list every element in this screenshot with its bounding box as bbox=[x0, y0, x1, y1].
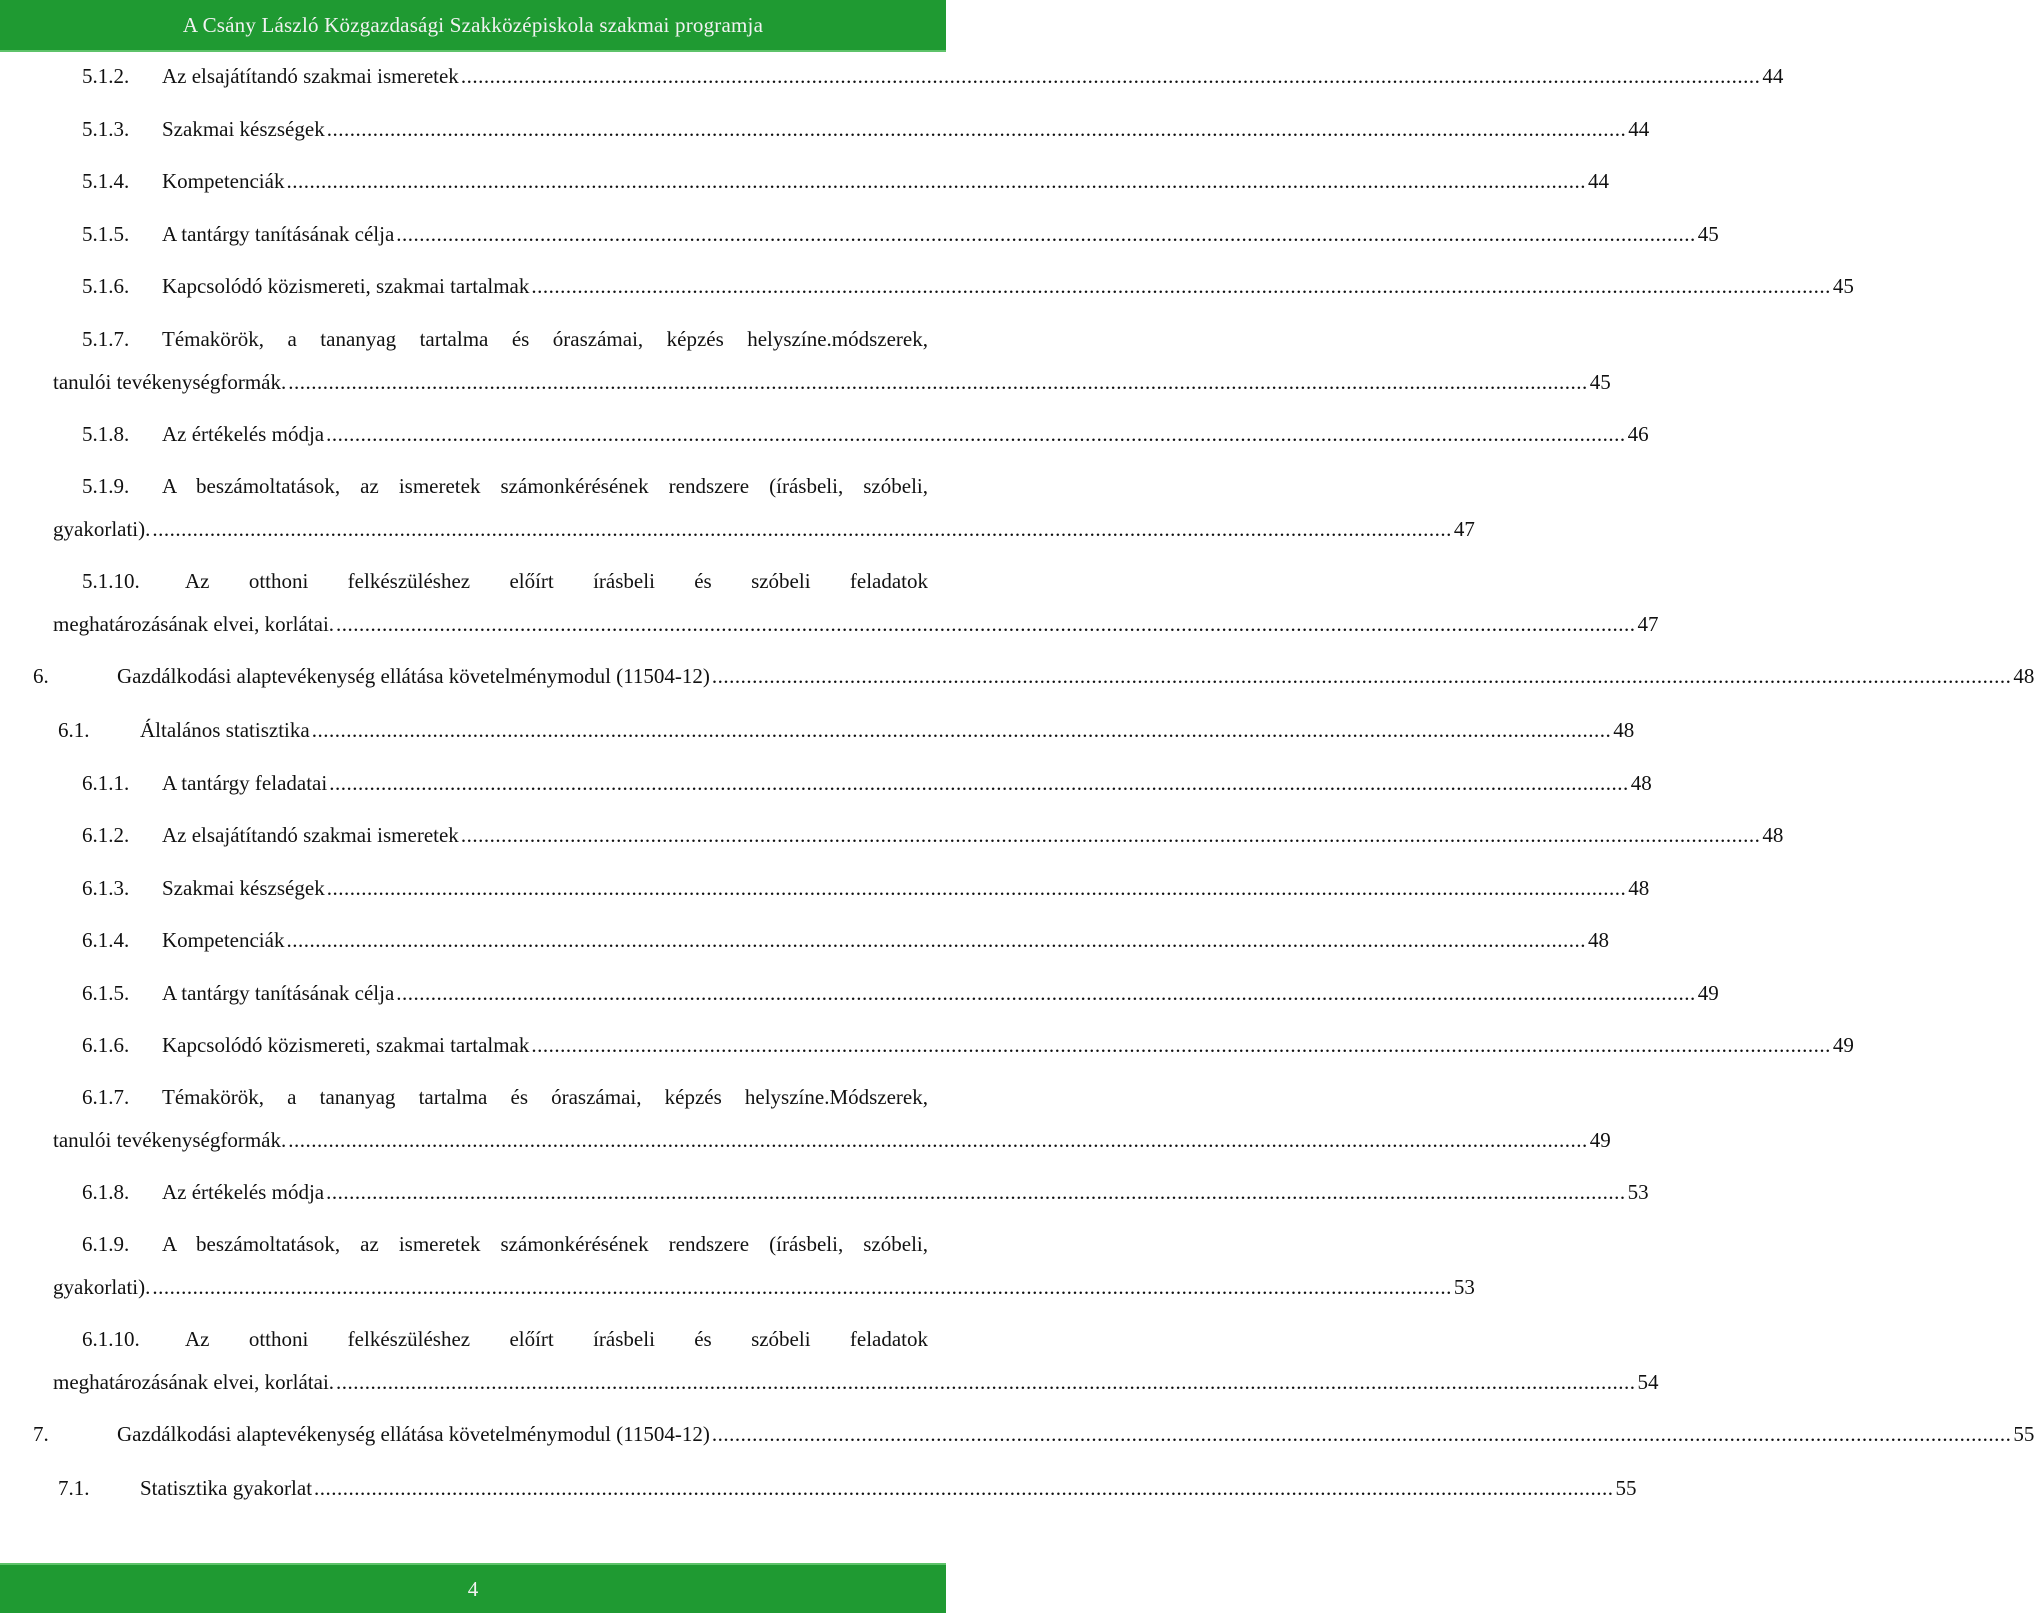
toc-entry-page: 45 bbox=[1832, 274, 1854, 298]
toc-entry-title: Az elsajátítandó szakmai ismeretek bbox=[162, 823, 459, 847]
toc-entry-page: 53 bbox=[1627, 1180, 1649, 1204]
toc-entry-line bbox=[53, 1273, 1475, 1301]
toc-entry-line bbox=[162, 272, 1854, 300]
toc-entry-title: Témakörök, a tananyag tartalma és óraszámai, képzés helyszíne.módszerek, bbox=[162, 327, 928, 351]
toc-entry-number: 5.1.2. bbox=[82, 64, 130, 88]
toc-entry-title: Szakmai készségek bbox=[162, 117, 325, 141]
toc-dot-leader bbox=[327, 115, 1627, 143]
toc-entry-title-word: írásbeli bbox=[593, 569, 655, 593]
toc-entry-number: 7. bbox=[33, 1422, 49, 1446]
toc-entry-page: 44 bbox=[1587, 169, 1609, 193]
toc-entry-number: 5.1.4. bbox=[82, 169, 130, 193]
toc-entry-number: 5.1.10. bbox=[82, 569, 140, 593]
toc-entry-title-word: Az bbox=[185, 569, 210, 593]
toc-entry-title-word: szóbeli bbox=[751, 569, 811, 593]
toc-entry-title: Statisztika gyakorlat bbox=[140, 1476, 313, 1500]
toc-dot-leader bbox=[286, 167, 1586, 195]
toc-entry-line bbox=[162, 821, 1784, 849]
toc-entry-page: 49 bbox=[1832, 1033, 1854, 1057]
toc-entry-title: Szakmai készségek bbox=[162, 876, 325, 900]
toc-entry-page: 55 bbox=[2013, 1422, 2034, 1446]
toc-entry-title-word: és bbox=[694, 1327, 712, 1351]
toc-dot-leader bbox=[461, 821, 1761, 849]
toc-entry-line bbox=[117, 1420, 2034, 1448]
toc-entry-title: A tantárgy tanításának célja bbox=[162, 981, 395, 1005]
toc-entry-page: 47 bbox=[1637, 612, 1659, 636]
page-header bbox=[0, 0, 946, 52]
toc-entry-title-continued: tanulói tevékenységformák. bbox=[53, 1128, 287, 1152]
toc-dot-leader bbox=[312, 716, 1612, 744]
toc-entry-title-word: felkészüléshez bbox=[347, 1327, 471, 1351]
toc-entry-title-line1 bbox=[162, 1083, 928, 1111]
toc-entry-page: 48 bbox=[1630, 771, 1652, 795]
toc-entry-line bbox=[162, 769, 1652, 797]
toc-entry-title: Kapcsolódó közismereti, szakmai tartalmak bbox=[162, 1033, 530, 1057]
toc-dot-leader bbox=[326, 1178, 1626, 1206]
toc-dot-leader bbox=[336, 610, 1636, 638]
toc-entry-title-word: otthoni bbox=[248, 569, 309, 593]
toc-entry-page: 55 bbox=[1615, 1476, 1637, 1500]
toc-entry-line bbox=[117, 662, 2034, 690]
toc-dot-leader bbox=[288, 368, 1588, 396]
page-number: 4 bbox=[467, 1576, 479, 1601]
toc-entry-page: 45 bbox=[1697, 222, 1719, 246]
toc-entry-number: 5.1.5. bbox=[82, 222, 130, 246]
toc-entry-line bbox=[53, 515, 1475, 543]
toc-entry-title-word: és bbox=[694, 569, 712, 593]
toc-entry-number: 5.1.8. bbox=[82, 422, 130, 446]
toc-entry-title-word: előírt bbox=[509, 1327, 554, 1351]
toc-entry-number: 5.1.3. bbox=[82, 117, 130, 141]
toc-dot-leader bbox=[327, 874, 1627, 902]
toc-entry-number: 6.1. bbox=[58, 718, 90, 742]
toc-entry-page: 46 bbox=[1627, 422, 1649, 446]
toc-entry-page: 48 bbox=[2013, 664, 2034, 688]
toc-entry-page: 45 bbox=[1589, 370, 1611, 394]
toc-entry-title: A beszámoltatások, az ismeretek számonkérésének rendszere (írásbeli, szóbeli, bbox=[162, 1232, 928, 1256]
toc-entry-line bbox=[53, 1368, 1659, 1396]
toc-entry-number: 5.1.7. bbox=[82, 327, 130, 351]
toc-entry-title-word: Az bbox=[185, 1327, 210, 1351]
toc-entry-title-line1 bbox=[162, 1230, 928, 1258]
toc-entry-title-word: feladatok bbox=[849, 569, 928, 593]
toc-entry-number: 6. bbox=[33, 664, 49, 688]
toc-entry-title: Az értékelés módja bbox=[162, 1180, 325, 1204]
toc-entry-title: Kompetenciák bbox=[162, 169, 285, 193]
toc-entry-title: Az értékelés módja bbox=[162, 422, 325, 446]
toc-entry-title-continued: tanulói tevékenységformák. bbox=[53, 370, 287, 394]
toc-entry-number: 5.1.6. bbox=[82, 274, 130, 298]
toc-entry-title: Gazdálkodási alaptevékenység ellátása követelménymodul (11504-12) bbox=[117, 664, 710, 688]
toc-entry-number: 7.1. bbox=[58, 1476, 90, 1500]
toc-entry-title-line1 bbox=[162, 472, 928, 500]
toc-entry-title: Kapcsolódó közismereti, szakmai tartalmak bbox=[162, 274, 530, 298]
toc-dot-leader bbox=[396, 220, 1696, 248]
toc-entry-number: 6.1.10. bbox=[82, 1327, 140, 1351]
toc-entry-title-word: felkészüléshez bbox=[347, 569, 471, 593]
toc-entry-title-word: feladatok bbox=[849, 1327, 928, 1351]
toc-entry-title-word: szóbeli bbox=[751, 1327, 811, 1351]
toc-entry-number: 6.1.5. bbox=[82, 981, 130, 1005]
toc-entry-line bbox=[162, 220, 1719, 248]
toc-entry-title: Kompetenciák bbox=[162, 928, 285, 952]
toc-entry-line bbox=[162, 167, 1609, 195]
page-footer bbox=[0, 1563, 946, 1613]
toc-dot-leader bbox=[531, 1031, 1831, 1059]
toc-entry-title-word: otthoni bbox=[248, 1327, 309, 1351]
toc-entry-line bbox=[162, 926, 1609, 954]
toc-entry-number: 5.1.9. bbox=[82, 474, 130, 498]
toc-entry-page: 48 bbox=[1762, 823, 1784, 847]
toc-entry-title: Gazdálkodási alaptevékenység ellátása követelménymodul (11504-12) bbox=[117, 1422, 710, 1446]
toc-entry-line bbox=[162, 979, 1719, 1007]
toc-dot-leader bbox=[326, 420, 1626, 448]
toc-dot-leader bbox=[152, 1273, 1452, 1301]
toc-entry-page: 44 bbox=[1762, 64, 1784, 88]
toc-entry-page: 49 bbox=[1697, 981, 1719, 1005]
toc-dot-leader bbox=[712, 662, 2012, 690]
toc-entry-number: 6.1.1. bbox=[82, 771, 130, 795]
toc-entry-number: 6.1.3. bbox=[82, 876, 130, 900]
toc-entry-title-continued: gyakorlati). bbox=[53, 1275, 151, 1299]
toc-entry-line bbox=[162, 115, 1650, 143]
toc-entry-page: 54 bbox=[1637, 1370, 1659, 1394]
toc-dot-leader bbox=[286, 926, 1586, 954]
toc-entry-title: A beszámoltatások, az ismeretek számonkérésének rendszere (írásbeli, szóbeli, bbox=[162, 474, 928, 498]
toc-dot-leader bbox=[336, 1368, 1636, 1396]
toc-entry-page: 53 bbox=[1453, 1275, 1475, 1299]
toc-entry-page: 49 bbox=[1589, 1128, 1611, 1152]
header-title: A Csány László Közgazdasági Szakközépiskola szakmai programja bbox=[182, 12, 764, 37]
toc-entry-line bbox=[140, 716, 1635, 744]
toc-entry-title-continued: meghatározásának elvei, korlátai. bbox=[53, 1370, 335, 1394]
toc-entry-line bbox=[53, 368, 1611, 396]
toc-dot-leader bbox=[329, 769, 1629, 797]
toc-entry-title-line1 bbox=[185, 567, 928, 595]
toc-entry-title-line1 bbox=[185, 1325, 928, 1353]
toc-entry-page: 44 bbox=[1628, 117, 1650, 141]
toc-dot-leader bbox=[461, 62, 1761, 90]
toc-entry-line bbox=[162, 62, 1784, 90]
toc-entry-page: 48 bbox=[1613, 718, 1635, 742]
toc-dot-leader bbox=[396, 979, 1696, 1007]
toc-entry-number: 6.1.6. bbox=[82, 1033, 130, 1057]
toc-entry-number: 6.1.8. bbox=[82, 1180, 130, 1204]
toc-entry-title-continued: gyakorlati). bbox=[53, 517, 151, 541]
toc-entry-number: 6.1.2. bbox=[82, 823, 130, 847]
toc-entry-title: Általános statisztika bbox=[140, 718, 310, 742]
toc-entry-number: 6.1.7. bbox=[82, 1085, 130, 1109]
toc-entry-title-word: írásbeli bbox=[593, 1327, 655, 1351]
toc-entry-title: Témakörök, a tananyag tartalma és óraszámai, képzés helyszíne.Módszerek, bbox=[162, 1085, 928, 1109]
toc-entry-line bbox=[162, 874, 1650, 902]
toc-dot-leader bbox=[531, 272, 1831, 300]
toc-dot-leader bbox=[712, 1420, 2012, 1448]
toc-entry-page: 48 bbox=[1587, 928, 1609, 952]
toc-dot-leader bbox=[152, 515, 1452, 543]
toc-entry-title-word: előírt bbox=[509, 569, 554, 593]
toc-dot-leader bbox=[314, 1474, 1614, 1502]
toc-entry-title: A tantárgy feladatai bbox=[162, 771, 328, 795]
toc-entry-line bbox=[53, 1126, 1611, 1154]
toc-entry-line bbox=[140, 1474, 1637, 1502]
toc-entry-page: 47 bbox=[1453, 517, 1475, 541]
toc-dot-leader bbox=[288, 1126, 1588, 1154]
toc-entry-line bbox=[162, 1178, 1649, 1206]
toc-entry-title: Az elsajátítandó szakmai ismeretek bbox=[162, 64, 459, 88]
toc-entry-line bbox=[53, 610, 1659, 638]
toc-entry-title-line1 bbox=[162, 325, 928, 353]
toc-entry-number: 6.1.9. bbox=[82, 1232, 130, 1256]
toc-entry-line bbox=[162, 420, 1649, 448]
toc-entry-number: 6.1.4. bbox=[82, 928, 130, 952]
toc-entry-line bbox=[162, 1031, 1854, 1059]
toc-entry-page: 48 bbox=[1628, 876, 1650, 900]
toc-entry-title: A tantárgy tanításának célja bbox=[162, 222, 395, 246]
toc-entry-title-continued: meghatározásának elvei, korlátai. bbox=[53, 612, 335, 636]
